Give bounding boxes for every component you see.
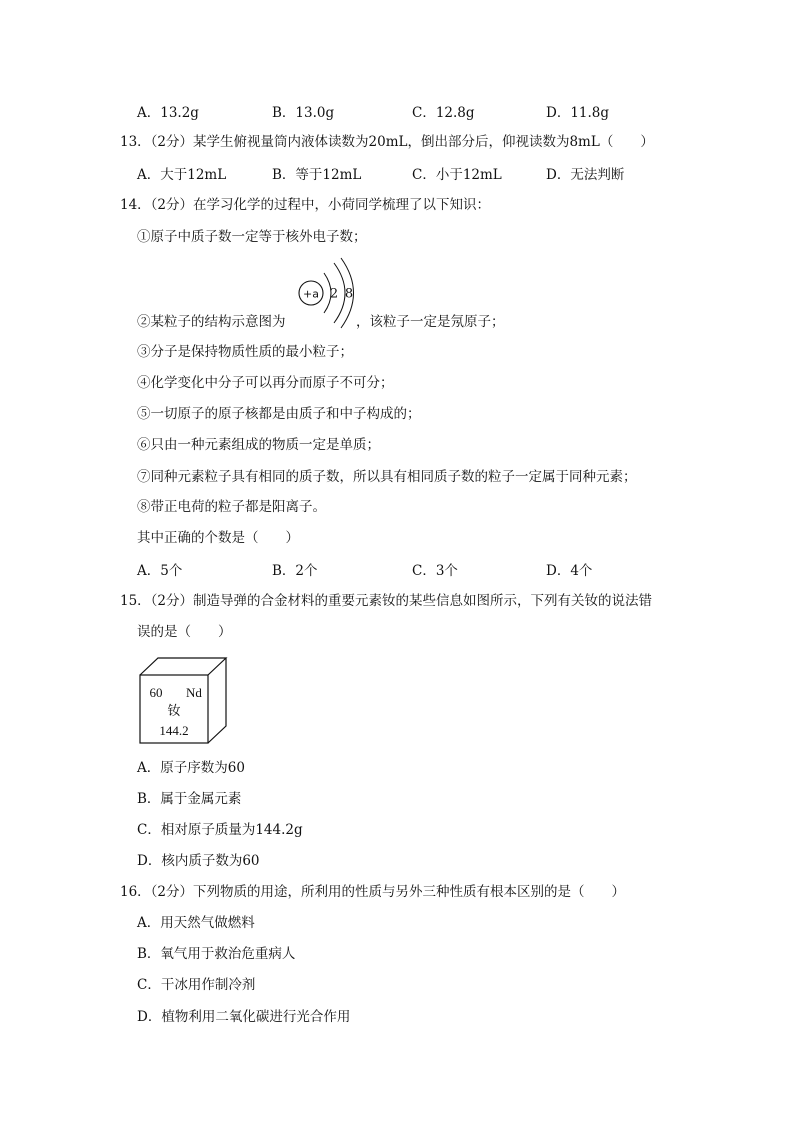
q12-option-b[interactable]: B．13.0g bbox=[272, 105, 335, 121]
element-name: 钕 bbox=[167, 704, 181, 719]
atomic-mass: 144.2 bbox=[159, 723, 189, 738]
q13-option-c[interactable]: C．小于12mL bbox=[412, 167, 502, 183]
q16-option-c[interactable]: C．干冰用作制冷剂 bbox=[137, 977, 256, 993]
element-card-cube bbox=[138, 655, 230, 751]
q13-option-b[interactable]: B．等于12mL bbox=[272, 167, 362, 183]
q13-option-d[interactable]: D．无法判断 bbox=[546, 167, 625, 183]
q16-stem: 16．（2分）下列物质的用途，所利用的性质与另外三种性质有根本区别的是（ ） bbox=[120, 884, 626, 900]
q12-option-d[interactable]: D．11.8g bbox=[546, 105, 610, 121]
q14-item-3: ③分子是保持物质性质的最小粒子； bbox=[137, 344, 353, 360]
q16-option-d[interactable]: D．植物利用二氧化碳进行光合作用 bbox=[137, 1009, 351, 1025]
q15-option-c[interactable]: C．相对原子质量为144.2g bbox=[137, 822, 303, 838]
q12-option-a[interactable]: A．13.2g bbox=[137, 105, 199, 121]
q14-item-4: ④化学变化中分子可以再分而原子不可分； bbox=[137, 375, 394, 391]
shell-1-electrons: 2 bbox=[329, 286, 339, 302]
q14-option-c[interactable]: C．3个 bbox=[412, 563, 458, 579]
q12-option-c[interactable]: C．12.8g bbox=[412, 105, 475, 121]
nucleus-charge: +a bbox=[303, 287, 319, 301]
q15-stem-line2: 误的是（ ） bbox=[137, 624, 232, 640]
q13-option-a[interactable]: A．大于12mL bbox=[137, 167, 227, 183]
q14-item-1: ①原子中质子数一定等于核外电子数； bbox=[137, 229, 367, 245]
q14-item-8: ⑧带正电荷的粒子都是阳离子。 bbox=[137, 499, 326, 515]
shell-2-electrons: 8 bbox=[344, 286, 354, 302]
q15-stem-line1: 15．（2分）制造导弹的合金材料的重要元素钕的某些信息如图所示，下列有关钕的说法错 bbox=[120, 593, 653, 609]
q14-stem: 14．（2分）在学习化学的过程中，小荷同学梳理了以下知识： bbox=[120, 197, 491, 213]
q14-item-7: ⑦同种元素粒子具有相同的质子数，所以具有相同质子数的粒子一定属于同种元素； bbox=[137, 469, 637, 485]
q14-item-5: ⑤一切原子的原子核都是由质子和中子构成的； bbox=[137, 406, 421, 422]
q15-option-d[interactable]: D．核内质子数为60 bbox=[137, 853, 260, 869]
q13-stem: 13．（2分）某学生俯视量筒内液体读数为20mL，倒出部分后，仰视读数为8mL（ ） bbox=[120, 134, 654, 150]
q16-option-a[interactable]: A．用天然气做燃料 bbox=[137, 915, 255, 931]
q14-question: 其中正确的个数是（ ） bbox=[137, 530, 299, 546]
element-symbol: Nd bbox=[186, 685, 202, 700]
q15-option-b[interactable]: B．属于金属元素 bbox=[137, 791, 242, 807]
q15-option-a[interactable]: A．原子序数为60 bbox=[137, 760, 245, 776]
q14-item-6: ⑥只由一种元素组成的物质一定是单质； bbox=[137, 437, 380, 453]
q14-option-d[interactable]: D．4个 bbox=[546, 563, 593, 579]
q14-item-2-suffix: ，该粒子一定是氖原子； bbox=[356, 314, 505, 330]
q16-option-b[interactable]: B．氧气用于救治危重病人 bbox=[137, 946, 296, 962]
q14-option-b[interactable]: B．2个 bbox=[272, 563, 318, 579]
q14-item-2: ②某粒子的结构示意图为 bbox=[137, 314, 286, 330]
atomic-number: 60 bbox=[149, 685, 163, 700]
q14-option-a[interactable]: A．5个 bbox=[137, 563, 183, 579]
